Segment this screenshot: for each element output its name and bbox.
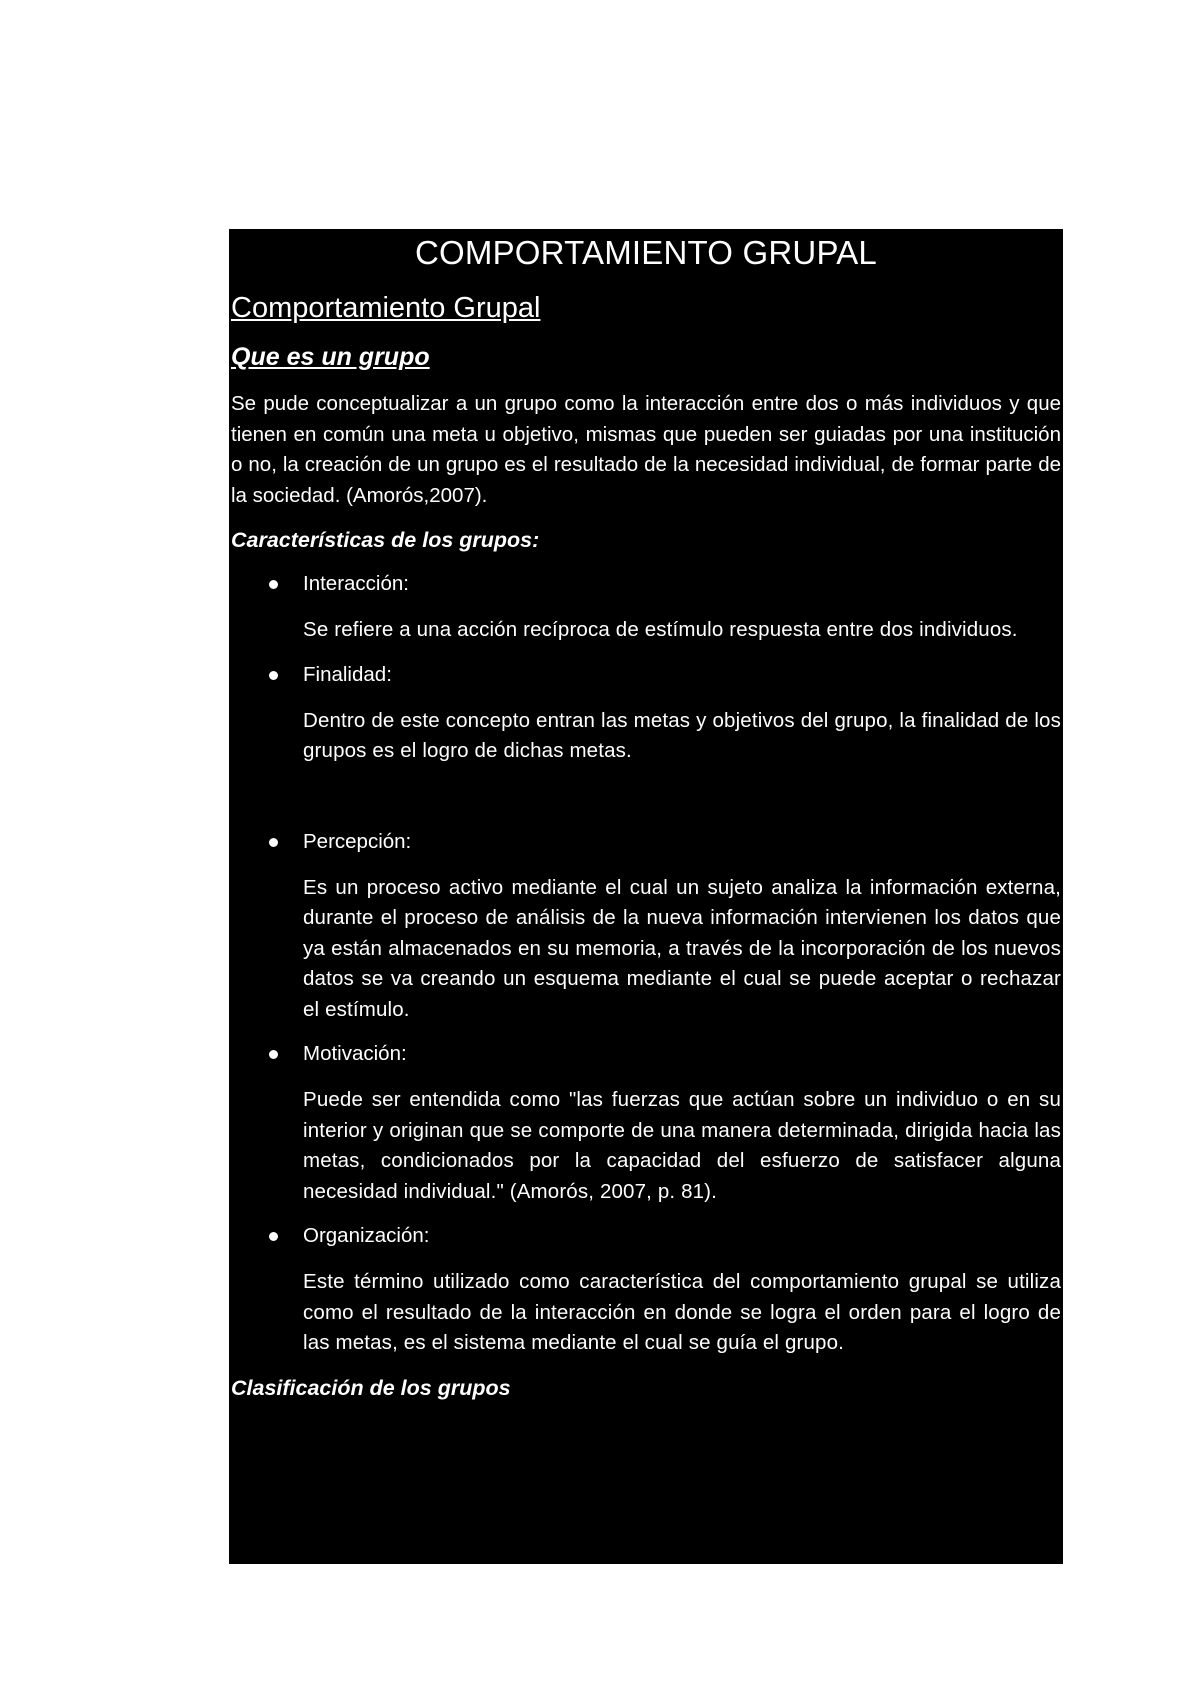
list-item-interaccion: [231, 569, 1061, 646]
list-item-label: Percepción:: [303, 829, 412, 853]
intro-paragraph: Se pude conceptualizar a un grupo como la interacción entre dos o más individuos y que tienen en común una meta u objetivo, mismas que pueden ser guiadas por una institución o no, la creación de un grupo es el resultado de la necesidad individual, de formar parte de la sociedad. (Amorós,2007).: [231, 392, 1061, 507]
bullet-icon: [269, 671, 278, 680]
bullet-icon: [269, 580, 278, 589]
classification-heading: Clasificación de los grupos: [231, 1375, 511, 1400]
list-item-finalidad: [231, 660, 1061, 813]
list-item-percepcion: [231, 827, 1061, 1026]
list-item-description: Dentro de este concepto entran las metas y objetivos del grupo, la finalidad de los grupos es el logro de dichas metas.: [303, 708, 1061, 762]
bullet-icon: [269, 1232, 278, 1241]
list-item-description: Se refiere a una acción recíproca de estímulo respuesta entre dos individuos.: [303, 618, 1018, 641]
bullet-icon: [269, 1050, 278, 1059]
document-title: COMPORTAMIENTO GRUPAL: [415, 234, 877, 271]
section-heading: Comportamiento Grupal: [231, 292, 541, 324]
list-item-label: Motivación:: [303, 1042, 407, 1065]
list-item-label: Organización:: [303, 1224, 430, 1247]
list-item-organizacion: [231, 1221, 1061, 1359]
characteristics-list: [231, 569, 1061, 1359]
list-item-motivacion: [231, 1039, 1061, 1207]
list-item-description: Este término utilizado como característica del comportamiento grupal se utiliza como el resultado de la interacción en donde se logra el orden para el logro de las metas, es el sistema mediante el cual se guía el grupo.: [303, 1270, 1061, 1354]
document-content-block: [229, 229, 1063, 1564]
list-item-label: Interacción:: [303, 572, 409, 595]
subheading-que-es-un-grupo: Que es un grupo: [231, 343, 430, 371]
blank-space: [303, 767, 1061, 813]
list-item-label: Finalidad:: [303, 662, 392, 686]
bullet-icon: [269, 838, 278, 847]
list-item-description: Puede ser entendida como "las fuerzas que actúan sobre un individuo o en su interior y originan que se comporte de una manera determinada, dirigida hacia las metas, condicionados por la capacidad del esfuerzo de satisfacer alguna necesidad individual." (Amorós, 2007, p. 81).: [303, 1088, 1061, 1203]
list-item-description: Es un proceso activo mediante el cual un sujeto analiza la información externa, durante el proceso de análisis de la nueva información intervienen los datos que ya están almacenados en su memoria, a través de la incorporación de los nuevos datos se va creando un esquema mediante el cual se puede aceptar o rechazar el estímulo.: [303, 875, 1061, 1021]
characteristics-heading: Características de los grupos:: [231, 528, 540, 552]
